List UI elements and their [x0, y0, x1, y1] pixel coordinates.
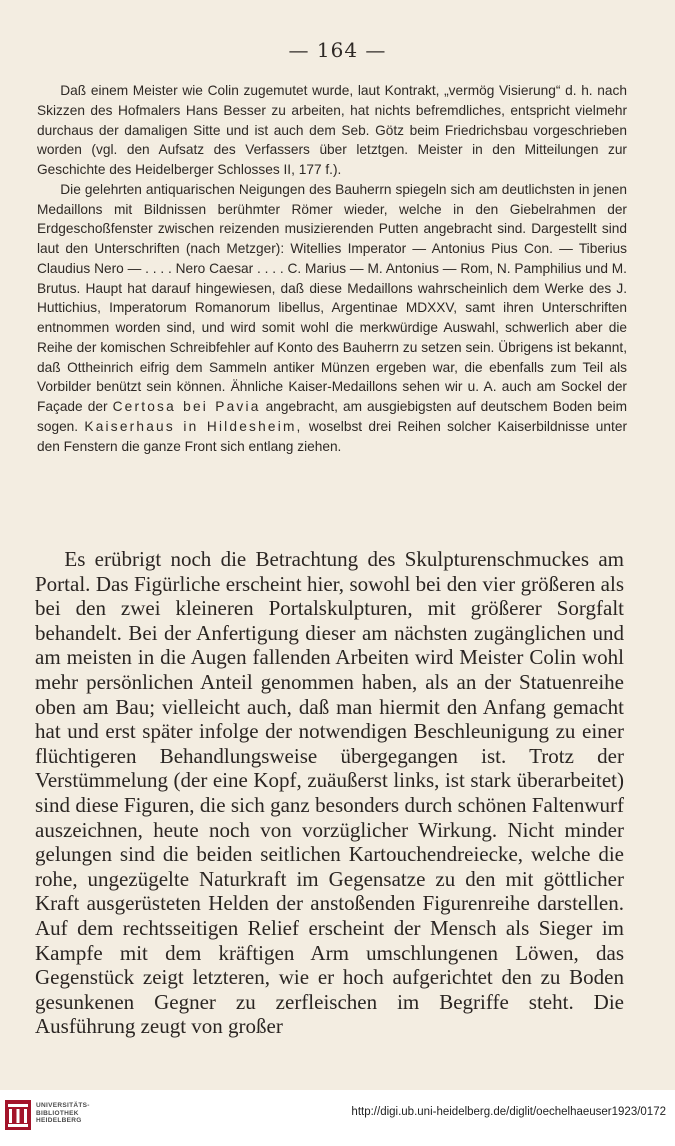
source-url-link[interactable]: http://digi.ub.uni-heidelberg.de/diglit/oechelhaeuser1923/0172 — [351, 1106, 666, 1118]
footnote-paragraph-2-part-c: woselbst drei Reihen solcher Kaiserbildnisse unter den Fenstern die ganze Front sich entlang ziehen. — [37, 418, 628, 454]
footnote-paragraph-1: Daß einem Meister wie Colin zugemutet wurde, laut Kontrakt, „vermög Visierung“ d. h. nach Skizzen des Hofmalers Hans Besser zu arbeiten, hat nichts befremdliches, entspricht vielmehr durchaus der damaligen Sitte und ist auch dem Seb. Götz beim Friedrichsbau vorgeschrieben worden (vgl. den Aufsatz des Verfassers über letztgen. Meister in den Mitteilungen zur Geschichte des Heidelberger Schlosses II, 177 f.). — [37, 83, 627, 177]
footnote-paragraph-2-part-a: Die gelehrten antiquarischen Neigungen des Bauherrn spiegeln sich am deutlichsten in jenen Medaillons mit Bildnissen berühmter Römer wieder, welche in den Giebelrahmen der Erdgeschoßfenster zwischen reizenden musizierenden Putten angebracht sind. Dargestellt sind laut den Unterschriften (nach Metzger): Witellies Imperator — Antonius Pius Con. — Tiberius Claudius Nero — . . . . Nero Caesar . . . . C. Marius — M. Antonius — Rom, N. Pamphilius und M. Brutus. Haupt hat darauf hingewiesen, daß diese Medaillons wahrscheinlich dem Werke des J. Huttichius, Imperatorum Romanorum libellus, Argentinae MDXXV, samt ihren Unterschriften entnommen worden sind, und wird somit wohl die merkwürdige Auswahl, schwerlich aber die Reihe der komischen Schreibfehler auf Konto des Bauherrn zu setzen sein. Übrigens ist bekannt, daß Ottheinrich eifrig dem Sammeln antiker Münzen ergeben war, die ebenfalls zum Teil als Vorbilder benützt sein können. Ähnliche Kaiser-Medaillons sehen wir u. A. auch am Sockel der Façade der — [37, 181, 627, 414]
logo-line-1: UNIVERSITÄTS- — [36, 1102, 90, 1109]
certosa-spaced-text: Certosa bei Pavia — [112, 399, 261, 414]
footnote-block — [37, 81, 627, 456]
university-library-logo-icon — [5, 1100, 31, 1130]
main-paragraph: Es erübrigt noch die Betrachtung des Skulpturenschmuckes am Portal. Das Figürliche erscheint hier, sowohl bei den vier größeren als bei den zwei kleineren Portalskulpturen, mit größerer Sorgfalt behandelt. Bei der Anfertigung dieser am nächsten zugänglichen und am meisten in die Augen fallenden Arbeiten wird Meister Colin wohl mehr persönlichen Anteil genommen haben, als an der Statuenreihe oben am Bau; vielleicht auch, daß man hiermit den Anfang gemacht hat und erst später infolge der notwendigen Beschleunigung zu einer flüchtigeren Behandlungsweise übergegangen ist. Trotz der Verstümmelung (der eine Kopf, zuäußerst links, ist stark überarbeitet) sind diese Figuren, die sich ganz besonders durch schönen Faltenwurf auszeichnen, heute noch von vorzüglicher Wirkung. Nicht minder gelungen sind die beiden seitlichen Kartouchendreiecke, welche die rohe, ungezügelte Naturkraft im Gegensatze zu den mit göttlicher Kraft ausgerüsteten Helden der anstoßenden Figurenreihe darstellen. Auf dem rechtsseitigen Relief erscheint der Mensch als Sieger im Kampfe mit dem kräftigen Arm umschlungenen Löwen, das Gegenstück zeigt letzteren, wie er hoch aufgerichtet den zu Boden gesunkenen Gegner zu zerfleischen im Begriffe steht. Die Ausführung zeugt von großer — [35, 547, 624, 1039]
logo-line-2: BIBLIOTHEK — [36, 1109, 79, 1117]
footer-bar — [0, 1090, 675, 1146]
page-number: — 164 — — [288, 38, 387, 62]
logo-line-3: HEIDELBERG — [36, 1117, 82, 1124]
logo-text — [36, 1102, 90, 1125]
footnote-paragraph-2 — [37, 180, 627, 457]
footnote-paragraph-2-part-b: angebracht, am ausgiebigsten auf deutschem Boden beim sogen. — [37, 399, 628, 434]
main-text-block — [35, 547, 624, 1039]
kaiserhaus-spaced-text: Kaiserhaus in Hildesheim, — [84, 418, 303, 434]
